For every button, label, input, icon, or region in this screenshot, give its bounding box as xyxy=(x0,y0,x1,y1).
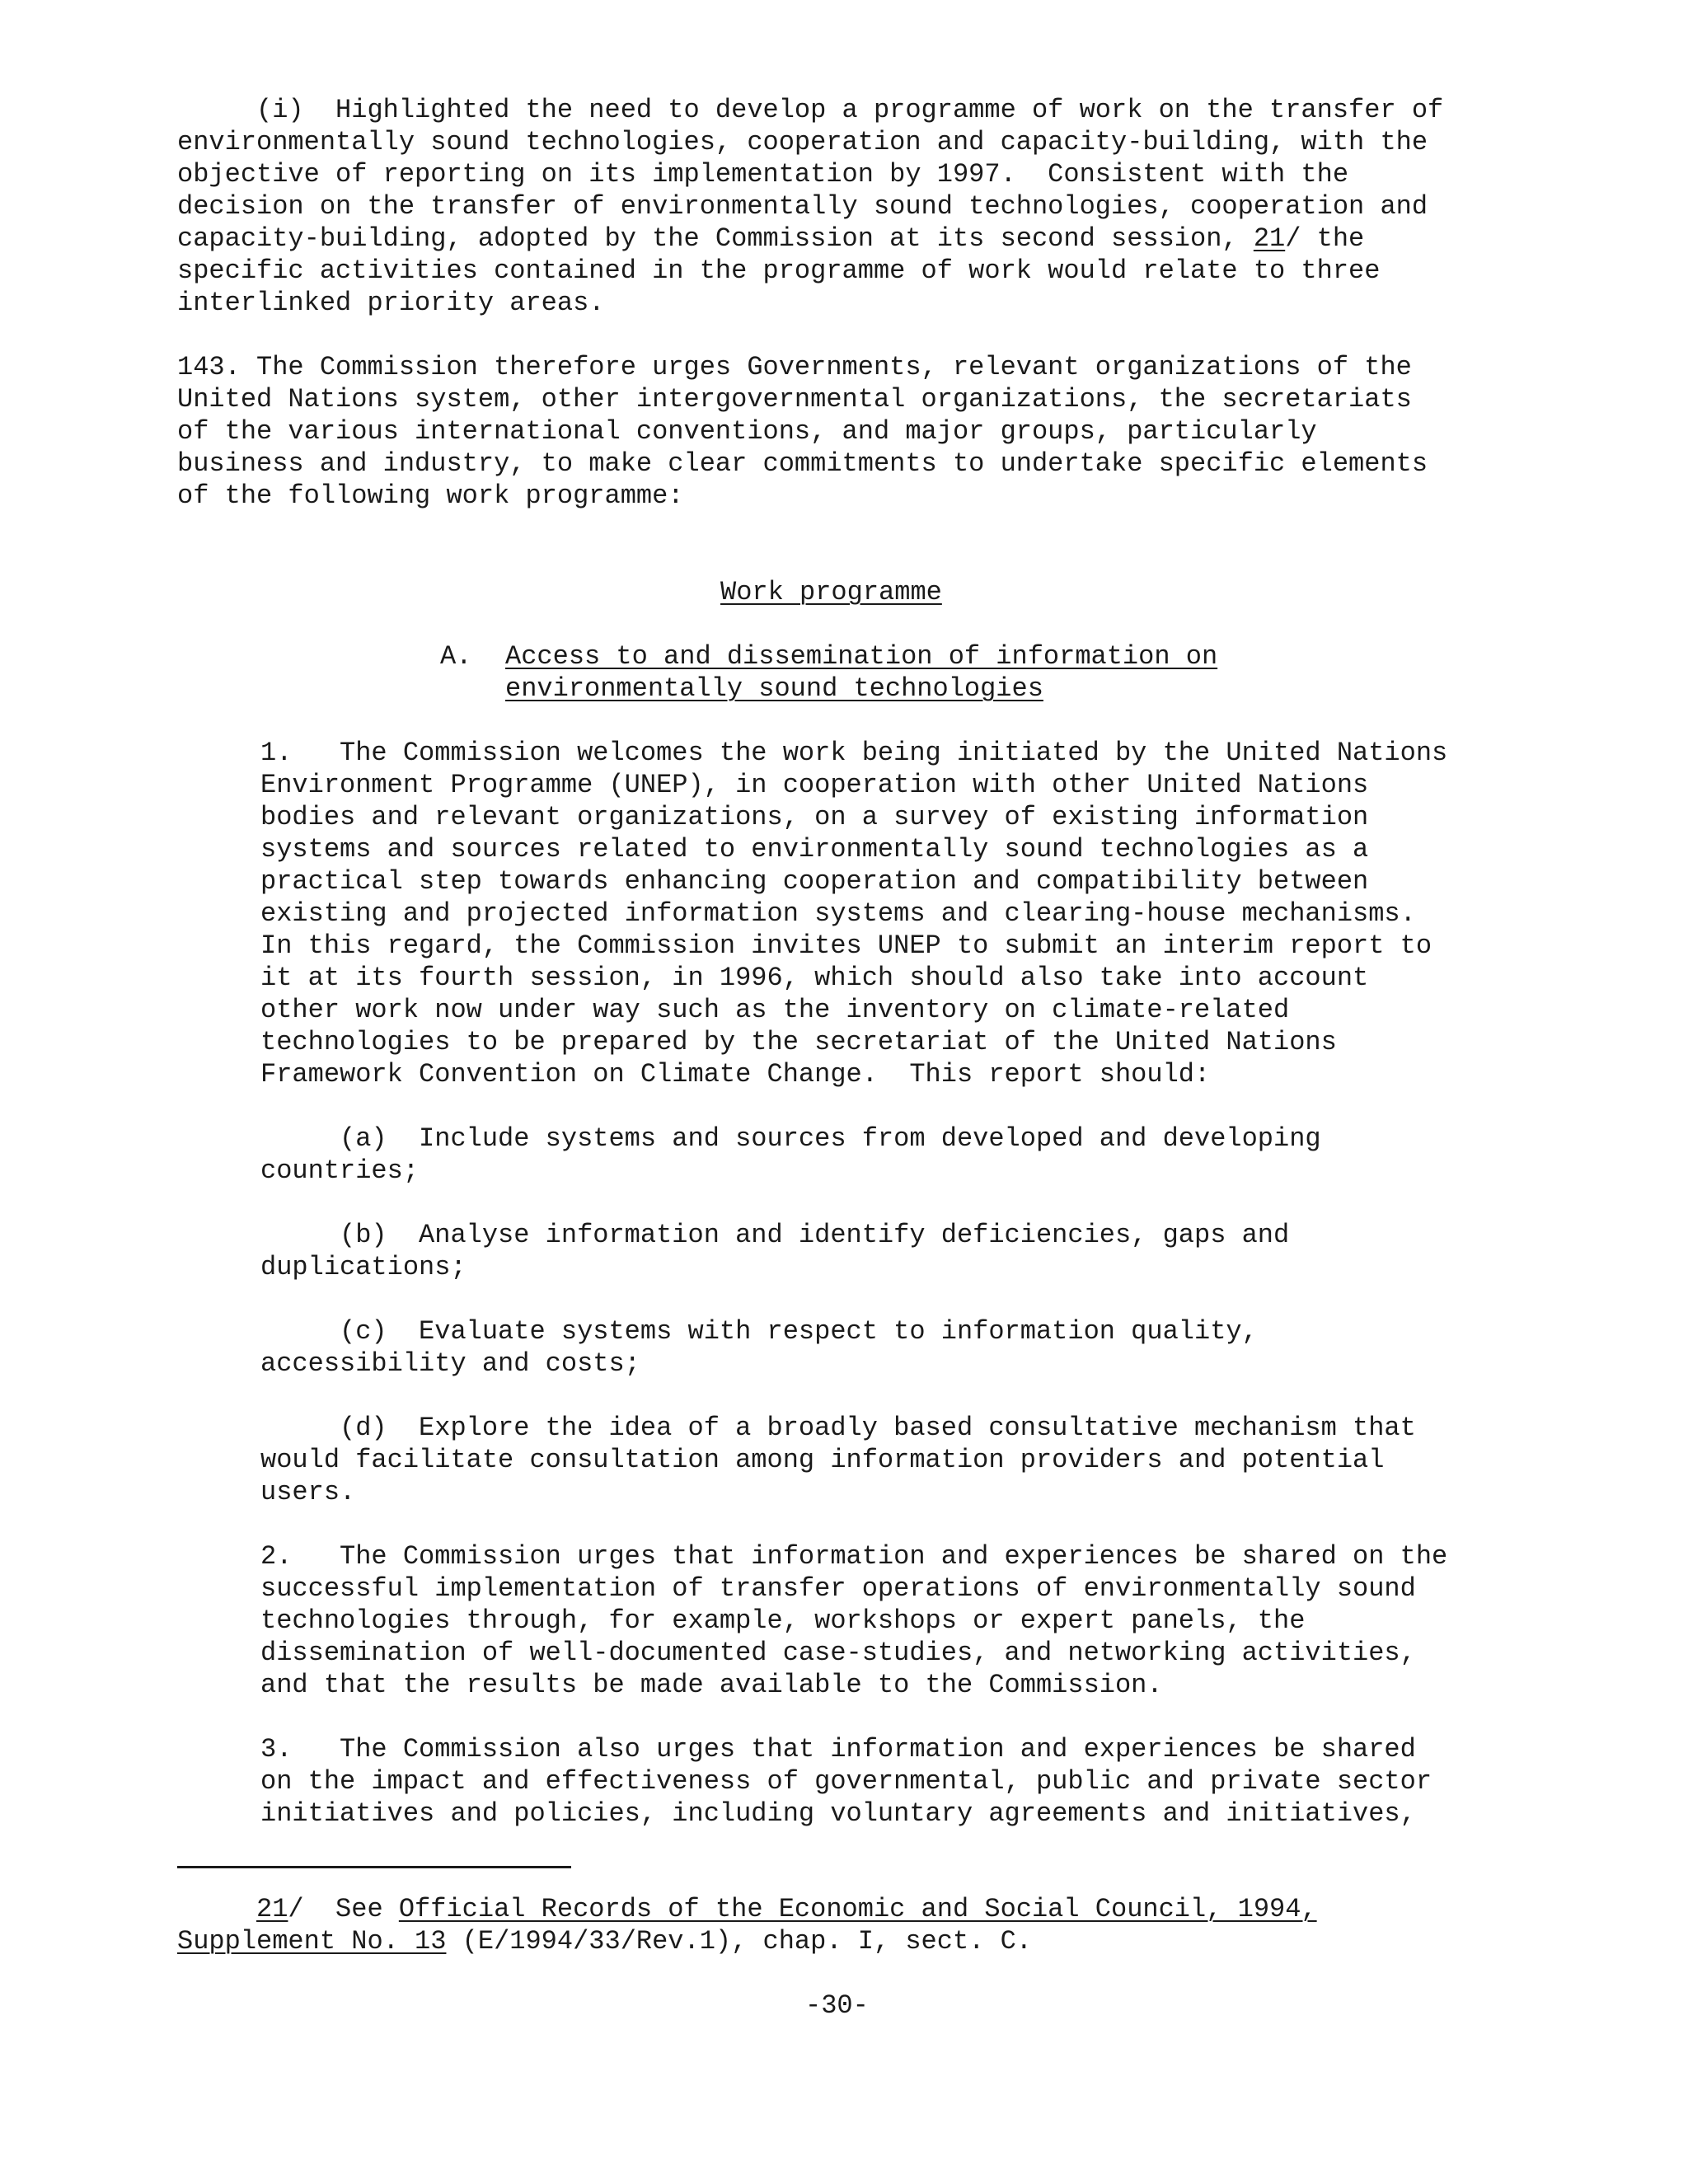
text-line: capacity-building, adopted by the Commission at its second session, 21/ the xyxy=(177,223,1365,254)
paragraph-143 xyxy=(177,351,1428,512)
text-line: business and industry, to make clear commitments to undertake specific elements xyxy=(177,448,1428,479)
text-line: technologies to be prepared by the secretariat of the United Nations xyxy=(260,1027,1337,1057)
text-line: (i) Highlighted the need to develop a programme of work on the transfer of xyxy=(177,95,1444,125)
text-line: Environment Programme (UNEP), in cooperation with other United Nations xyxy=(260,770,1369,800)
text-line: of the various international conventions, and major groups, particularly xyxy=(177,416,1317,447)
text-line: decision on the transfer of environmentally sound technologies, cooperation and xyxy=(177,191,1428,222)
text-line: interlinked priority areas. xyxy=(177,288,605,318)
section-a-letter: A. xyxy=(440,641,472,672)
text-line: specific activities contained in the programme of work would relate to three xyxy=(177,255,1381,286)
text-line: other work now under way such as the inventory on climate-related xyxy=(260,995,1290,1025)
text-line: United Nations system, other intergovernmental organizations, the secretariats xyxy=(177,384,1412,415)
text-line: bodies and relevant organizations, on a survey of existing information xyxy=(260,802,1369,832)
work-programme-heading: Work programme xyxy=(720,577,942,607)
section-a-title: Access to and dissemination of information on environmentally sound technologies xyxy=(505,641,1218,704)
footnote: 21/ See Official Records of the Economic and Social Council, 1994, Supplement No. 13 (E/1994/33/Rev.1), chap. I, sect. C. xyxy=(177,1894,1317,1957)
sub-item-a: (a) Include systems and sources from developed and developing countries; xyxy=(260,1123,1321,1186)
text-line: practical step towards enhancing cooperation and compatibility between xyxy=(260,866,1369,897)
text-line: existing and projected information systems and clearing-house mechanisms. xyxy=(260,898,1416,929)
text-line: systems and sources related to environmentally sound technologies as a xyxy=(260,834,1369,865)
item-2: 2. The Commission urges that information and experiences be shared on the successful implementation of transfer operations of environmentally sound technologies through, for example, workshops or expert panels, the dissemination of well-documented case-studies, and networking activities, and that the results be made available to the Commission. xyxy=(260,1541,1448,1700)
paragraph-i xyxy=(177,94,1443,319)
footnote-source-supplement: Supplement No. 13 xyxy=(177,1926,447,1957)
page-number: -30- xyxy=(805,1990,869,2021)
footnote-separator xyxy=(177,1866,571,1868)
text-line: 1. The Commission welcomes the work being initiated by the United Nations xyxy=(260,738,1448,768)
text-line: Framework Convention on Climate Change. This report should: xyxy=(260,1059,1211,1090)
text-line: objective of reporting on its implementation by 1997. Consistent with the xyxy=(177,159,1349,190)
text-line: 143. The Commission therefore urges Governments, relevant organizations of the xyxy=(177,352,1412,382)
text-line: environmentally sound technologies, cooperation and capacity-building, with the xyxy=(177,127,1428,157)
item-3: 3. The Commission also urges that information and experiences be shared on the impact and effectiveness of governmental, public and private sector initiatives and policies, including voluntary agreements and initiatives, xyxy=(260,1734,1432,1829)
text-line: In this regard, the Commission invites UNEP to submit an interim report to xyxy=(260,930,1432,961)
footnote-reference[interactable]: 21 xyxy=(1253,223,1286,254)
item-1 xyxy=(260,737,1447,1090)
text-line: of the following work programme: xyxy=(177,480,684,511)
text-line: it at its fourth session, in 1996, which should also take into account xyxy=(260,963,1369,993)
footnote-source-title: Official Records of the Economic and Social Council, 1994, xyxy=(398,1894,1317,1924)
sub-item-d: (d) Explore the idea of a broadly based consultative mechanism that would facilitate consultation among information providers and potential users. xyxy=(260,1413,1416,1507)
footnote-number: 21 xyxy=(256,1894,288,1924)
sub-item-c: (c) Evaluate systems with respect to information quality, accessibility and costs; xyxy=(260,1316,1258,1379)
sub-item-b: (b) Analyse information and identify deficiencies, gaps and duplications; xyxy=(260,1220,1290,1282)
